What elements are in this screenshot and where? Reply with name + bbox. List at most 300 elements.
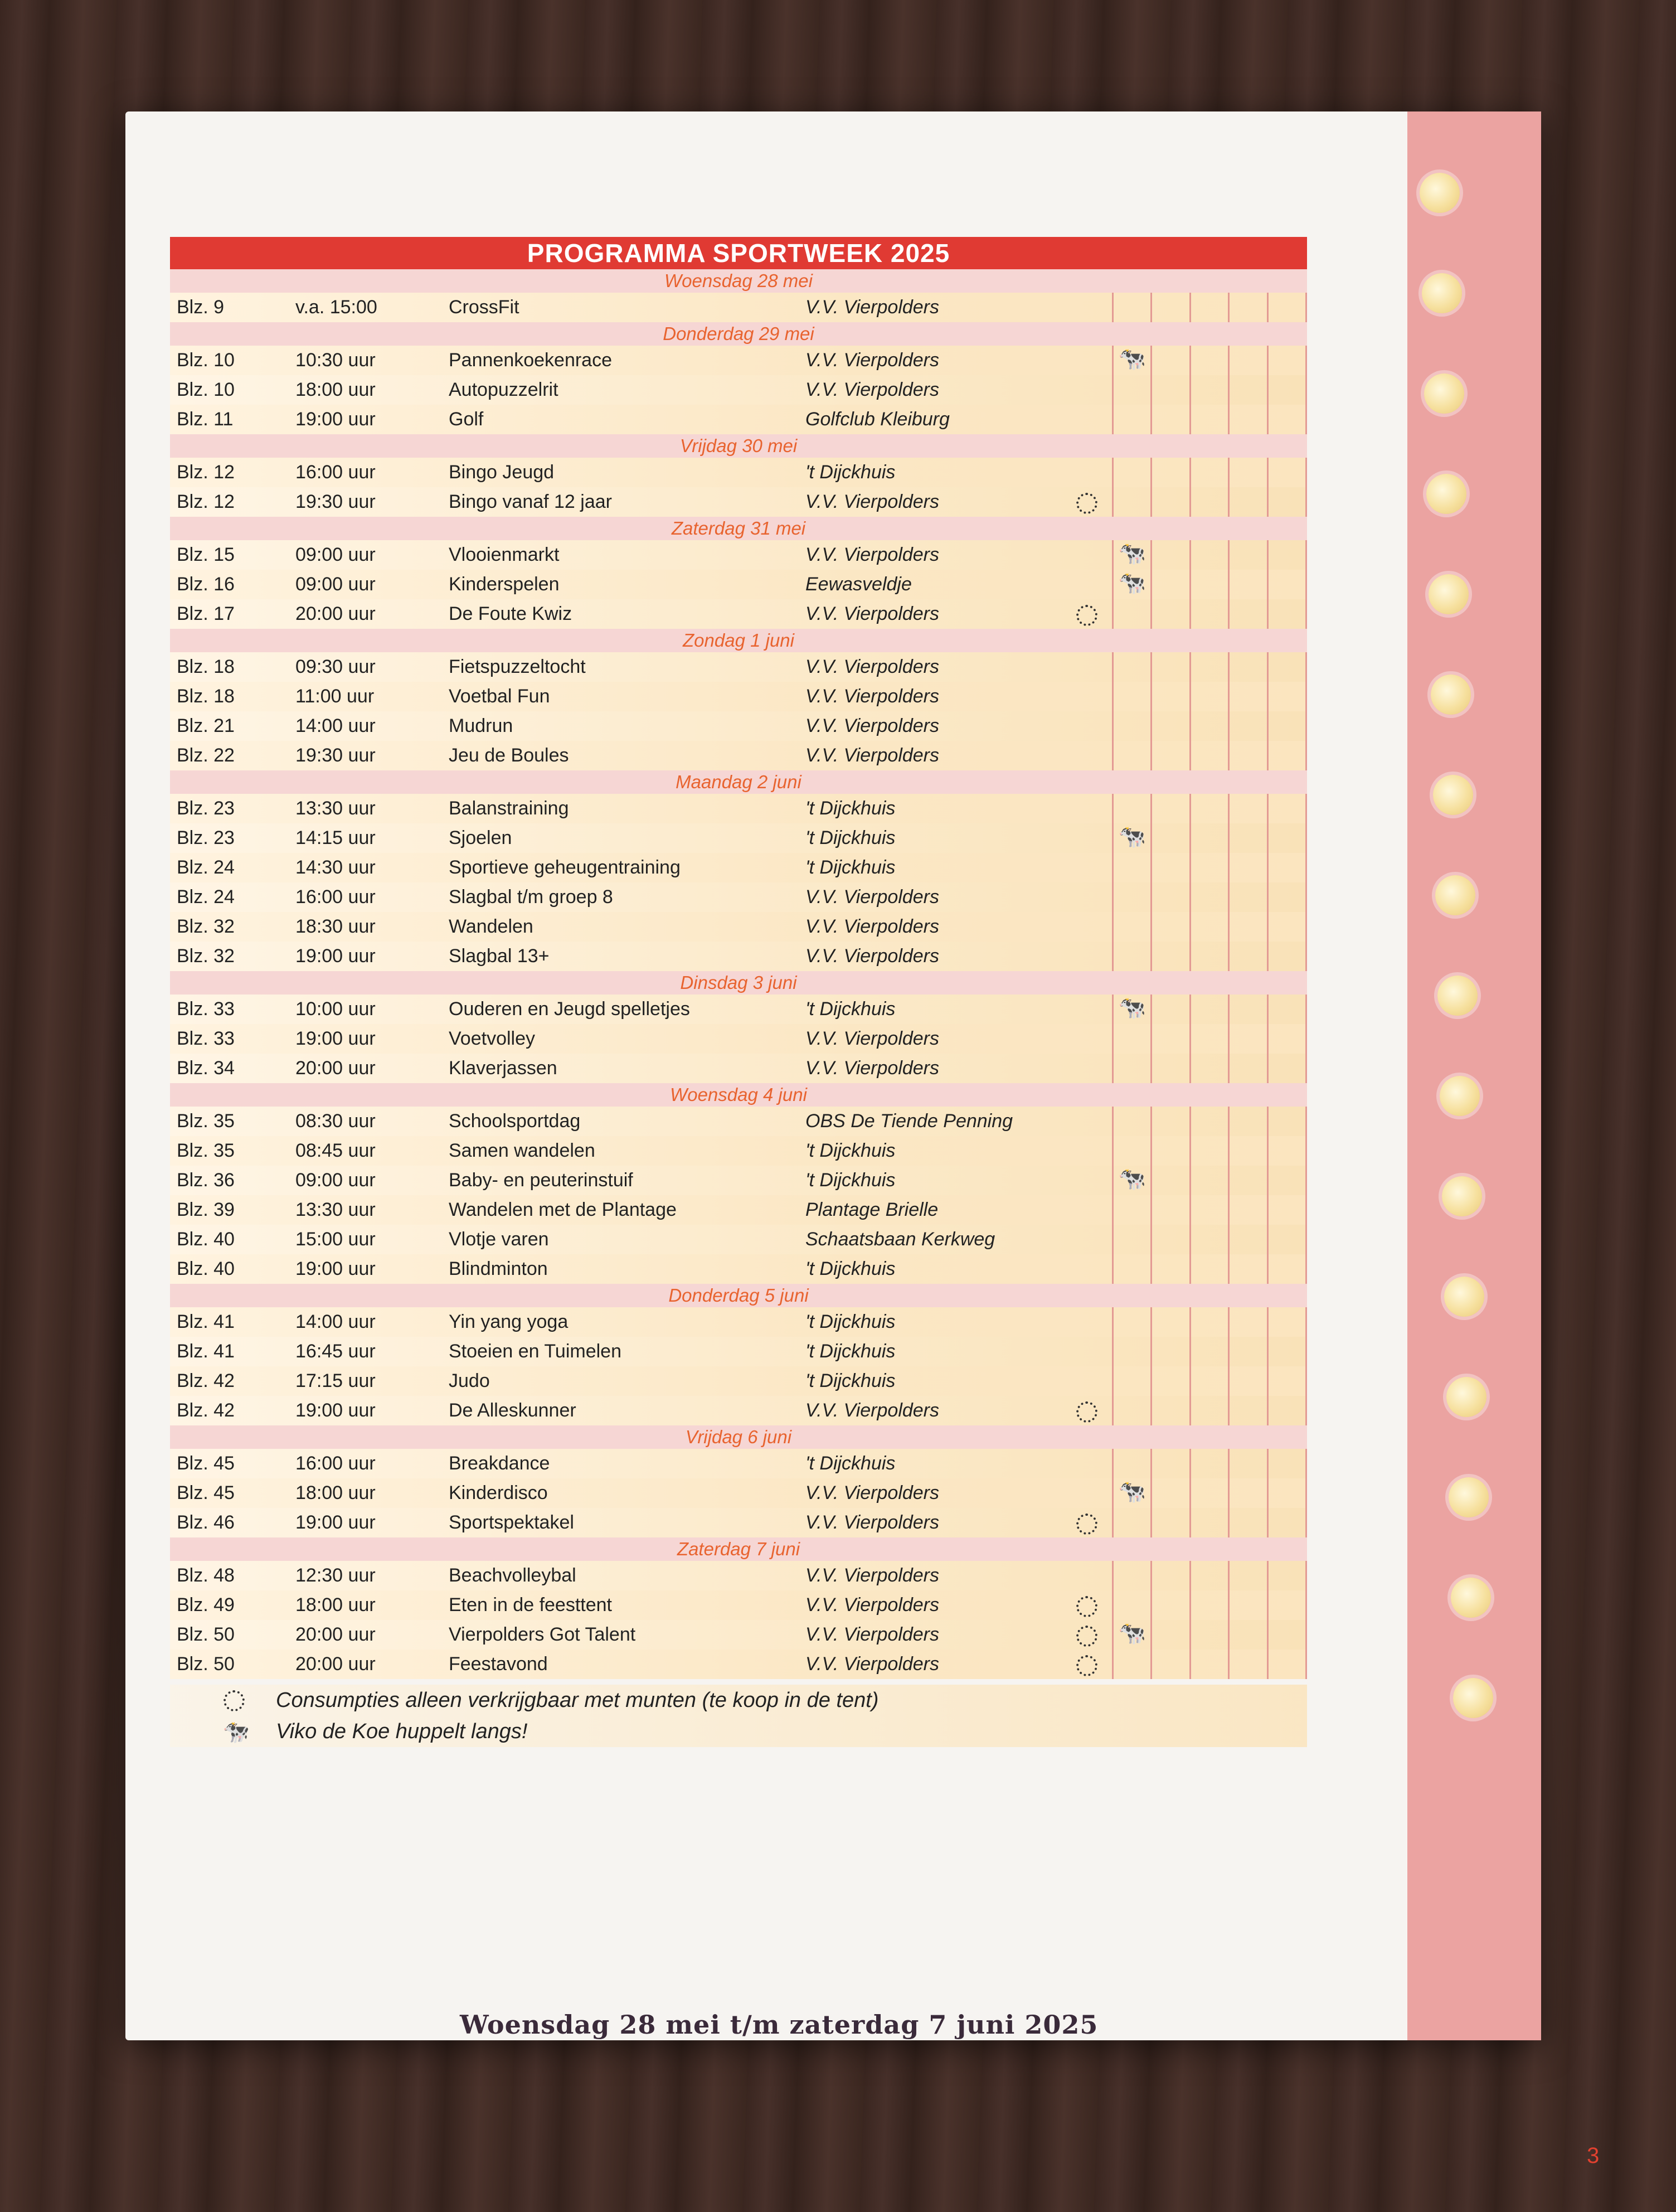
check-cell	[1267, 652, 1307, 682]
event-time: 19:00 uur	[295, 1512, 376, 1533]
page-ref: Blz. 45	[177, 1453, 235, 1474]
check-cell	[1189, 1396, 1228, 1425]
event-name: Samen wandelen	[449, 1140, 595, 1161]
event-time: 13:30 uur	[295, 1199, 376, 1220]
schedule-row	[170, 942, 1307, 971]
check-cell	[1150, 1107, 1189, 1136]
event-time: 08:45 uur	[295, 1140, 376, 1161]
check-cell	[1189, 1024, 1228, 1054]
event-time: 14:00 uur	[295, 1311, 376, 1332]
schedule-row	[170, 599, 1307, 629]
event-name: De Alleskunner	[449, 1400, 576, 1421]
check-columns	[1112, 1508, 1307, 1537]
event-time: 18:00 uur	[295, 1482, 376, 1503]
check-cell	[1189, 1195, 1228, 1225]
page-ref: Blz. 24	[177, 857, 235, 878]
event-location: 't Dijckhuis	[805, 1311, 896, 1332]
check-cell	[1267, 375, 1307, 405]
event-location: Plantage Brielle	[805, 1199, 939, 1220]
check-cell	[1189, 540, 1228, 570]
check-cell	[1228, 405, 1266, 434]
check-cell	[1228, 652, 1266, 682]
check-cell	[1189, 1366, 1228, 1396]
decorative-light-dot	[1433, 775, 1473, 815]
check-cell	[1112, 487, 1150, 517]
check-cell	[1189, 1307, 1228, 1337]
schedule-row	[170, 540, 1307, 570]
check-columns	[1112, 1054, 1307, 1083]
check-cell	[1267, 1054, 1307, 1083]
decorative-side-stripe	[1407, 111, 1541, 2040]
event-location: 't Dijckhuis	[805, 827, 896, 848]
decorative-light-dot	[1444, 1277, 1484, 1317]
check-cell	[1150, 942, 1189, 971]
check-columns	[1112, 711, 1307, 741]
cow-icon: 🐄	[1112, 1620, 1150, 1650]
check-cell	[1267, 741, 1307, 770]
page-ref: Blz. 18	[177, 656, 235, 677]
check-cell	[1267, 1337, 1307, 1366]
check-cell	[1267, 1449, 1307, 1478]
check-cell	[1150, 1449, 1189, 1478]
check-cell	[1150, 741, 1189, 770]
schedule-row	[170, 853, 1307, 882]
event-name: Ouderen en Jeugd spelletjes	[449, 998, 690, 1020]
check-cell	[1228, 1478, 1266, 1508]
check-cell	[1228, 375, 1266, 405]
icon-cell	[1062, 490, 1112, 513]
page-ref: Blz. 46	[177, 1512, 235, 1533]
schedule-row	[170, 1307, 1307, 1337]
event-location: V.V. Vierpolders	[805, 350, 940, 371]
event-time: 14:00 uur	[295, 715, 376, 736]
check-cell	[1150, 1337, 1189, 1366]
schedule-row	[170, 1337, 1307, 1366]
check-cell	[1112, 711, 1150, 741]
event-time: 11:00 uur	[295, 686, 375, 707]
check-cell	[1189, 1590, 1228, 1620]
check-cell	[1228, 1650, 1266, 1679]
check-cell	[1112, 853, 1150, 882]
cow-icon: 🐄	[1112, 995, 1150, 1024]
day-header: Zaterdag 7 juni	[170, 1537, 1307, 1561]
check-cell	[1150, 1650, 1189, 1679]
event-time: 20:00 uur	[295, 1058, 376, 1079]
check-cell	[1267, 1107, 1307, 1136]
check-columns	[1112, 1396, 1307, 1425]
event-location: V.V. Vierpolders	[805, 886, 940, 908]
check-cell	[1150, 1195, 1189, 1225]
event-time: 19:00 uur	[295, 409, 376, 430]
check-cell	[1228, 711, 1266, 741]
check-columns	[1112, 652, 1307, 682]
decorative-light-dot	[1420, 173, 1460, 213]
event-time: 15:00 uur	[295, 1229, 376, 1250]
check-columns	[1112, 1366, 1307, 1396]
event-location: V.V. Vierpolders	[805, 916, 940, 937]
event-name: Slagbal 13+	[449, 945, 550, 967]
page-ref: Blz. 32	[177, 916, 235, 937]
event-time: 18:00 uur	[295, 1594, 376, 1616]
event-location: Golfclub Kleiburg	[805, 409, 950, 430]
coin-icon	[1076, 1655, 1097, 1676]
decorative-light-dot	[1440, 1076, 1480, 1116]
check-columns	[1112, 375, 1307, 405]
check-cell	[1150, 995, 1189, 1024]
check-cell	[1189, 1650, 1228, 1679]
schedule-row	[170, 1166, 1307, 1195]
check-cell	[1112, 1650, 1150, 1679]
check-cell	[1150, 1307, 1189, 1337]
check-cell	[1189, 405, 1228, 434]
check-columns	[1112, 1561, 1307, 1590]
check-cell	[1267, 1650, 1307, 1679]
check-cell	[1112, 1449, 1150, 1478]
event-name: Golf	[449, 409, 484, 430]
event-location: V.V. Vierpolders	[805, 715, 940, 736]
brochure-page	[125, 111, 1600, 2168]
check-columns	[1112, 293, 1307, 322]
check-cell	[1267, 912, 1307, 942]
event-location: V.V. Vierpolders	[805, 656, 940, 677]
schedule-row	[170, 458, 1307, 487]
day-header: Woensdag 28 mei	[170, 269, 1307, 293]
check-cell	[1228, 293, 1266, 322]
schedule-body	[170, 269, 1307, 1679]
check-cell	[1267, 570, 1307, 599]
day-header: Maandag 2 juni	[170, 770, 1307, 794]
check-cell	[1150, 1508, 1189, 1537]
check-cell	[1189, 682, 1228, 711]
check-columns	[1112, 599, 1307, 629]
icon-cell	[1062, 1593, 1112, 1617]
event-name: Bingo Jeugd	[449, 462, 555, 483]
decorative-light-dot	[1453, 1678, 1493, 1718]
check-cell	[1267, 487, 1307, 517]
page-ref: Blz. 36	[177, 1170, 235, 1191]
event-location: 't Dijckhuis	[805, 1258, 896, 1279]
page-ref: Blz. 22	[177, 745, 235, 766]
legend-coin-text: Consumpties alleen verkrijgbaar met munten (te koop in de tent)	[276, 1688, 879, 1712]
schedule-row	[170, 1590, 1307, 1620]
check-cell	[1189, 375, 1228, 405]
event-time: v.a. 15:00	[295, 297, 377, 318]
check-cell	[1112, 599, 1150, 629]
event-location: V.V. Vierpolders	[805, 1482, 940, 1503]
check-cell	[1228, 942, 1266, 971]
check-cell	[1150, 1478, 1189, 1508]
event-time: 14:30 uur	[295, 857, 376, 878]
check-cell	[1150, 1396, 1189, 1425]
decorative-light-dot	[1446, 1377, 1486, 1417]
check-cell	[1228, 853, 1266, 882]
check-cell	[1112, 293, 1150, 322]
check-cell	[1267, 1396, 1307, 1425]
check-cell	[1112, 912, 1150, 942]
schedule-row	[170, 995, 1307, 1024]
decorative-light-dot	[1437, 976, 1478, 1016]
check-cell	[1150, 1561, 1189, 1590]
coin-icon	[1076, 605, 1097, 626]
check-cell	[1189, 1620, 1228, 1650]
page-ref: Blz. 40	[177, 1229, 235, 1250]
page-ref: Blz. 33	[177, 998, 235, 1020]
check-cell	[1267, 1561, 1307, 1590]
decorative-light-dot	[1429, 574, 1469, 614]
check-cell	[1112, 1225, 1150, 1254]
check-cell	[1189, 1107, 1228, 1136]
event-name: Schoolsportdag	[449, 1110, 581, 1132]
check-cell	[1112, 1337, 1150, 1366]
check-cell	[1189, 912, 1228, 942]
cow-icon: 🐄	[1112, 1166, 1150, 1195]
legend-cow	[192, 1716, 1307, 1747]
check-cell	[1112, 1307, 1150, 1337]
event-location: 't Dijckhuis	[805, 857, 896, 878]
schedule-row	[170, 1054, 1307, 1083]
schedule-row	[170, 1107, 1307, 1136]
check-cell	[1150, 1590, 1189, 1620]
cow-icon: 🐄	[1112, 540, 1150, 570]
check-columns	[1112, 1307, 1307, 1337]
event-time: 18:00 uur	[295, 379, 376, 400]
page-ref: Blz. 10	[177, 350, 235, 371]
event-time: 17:15 uur	[295, 1370, 376, 1391]
check-columns	[1112, 853, 1307, 882]
event-name: Vlooienmarkt	[449, 544, 560, 565]
schedule-row	[170, 741, 1307, 770]
check-columns	[1112, 346, 1307, 375]
schedule-row	[170, 487, 1307, 517]
schedule-row	[170, 823, 1307, 853]
schedule-row	[170, 1225, 1307, 1254]
page-ref: Blz. 34	[177, 1058, 235, 1079]
check-cell	[1267, 823, 1307, 853]
legend-cow-text: Viko de Koe huppelt langs!	[276, 1719, 528, 1743]
check-cell	[1267, 1590, 1307, 1620]
event-location: 't Dijckhuis	[805, 1453, 896, 1474]
check-columns	[1112, 912, 1307, 942]
check-cell	[1112, 741, 1150, 770]
event-name: Kinderspelen	[449, 574, 560, 595]
schedule-row	[170, 1024, 1307, 1054]
event-name: Sjoelen	[449, 827, 512, 848]
schedule-row	[170, 570, 1307, 599]
check-cell	[1112, 1254, 1150, 1284]
event-time: 20:00 uur	[295, 603, 376, 624]
event-location: V.V. Vierpolders	[805, 1565, 940, 1586]
event-location: V.V. Vierpolders	[805, 1400, 940, 1421]
cow-icon: 🐄	[1112, 823, 1150, 853]
check-cell	[1150, 405, 1189, 434]
check-cell	[1189, 1225, 1228, 1254]
check-columns	[1112, 1136, 1307, 1166]
check-cell	[1150, 1620, 1189, 1650]
event-time: 09:00 uur	[295, 1170, 376, 1191]
check-cell	[1189, 995, 1228, 1024]
check-cell	[1150, 599, 1189, 629]
check-cell	[1267, 1366, 1307, 1396]
event-time: 19:30 uur	[295, 745, 376, 766]
schedule-row	[170, 912, 1307, 942]
event-name: Bingo vanaf 12 jaar	[449, 491, 612, 512]
page-ref: Blz. 15	[177, 544, 235, 565]
event-location: V.V. Vierpolders	[805, 1624, 940, 1645]
check-cell	[1189, 599, 1228, 629]
event-location: V.V. Vierpolders	[805, 379, 940, 400]
check-columns	[1112, 995, 1307, 1024]
check-columns	[1112, 882, 1307, 912]
check-cell	[1150, 1254, 1189, 1284]
event-location: V.V. Vierpolders	[805, 745, 940, 766]
check-cell	[1228, 1195, 1266, 1225]
decorative-light-dot	[1426, 474, 1466, 514]
check-cell	[1228, 1054, 1266, 1083]
event-time: 19:00 uur	[295, 945, 376, 967]
check-cell	[1267, 599, 1307, 629]
event-location: V.V. Vierpolders	[805, 491, 940, 512]
check-cell	[1189, 1508, 1228, 1537]
schedule-row	[170, 346, 1307, 375]
cow-icon: 🐄	[1112, 346, 1150, 375]
event-time: 10:00 uur	[295, 998, 376, 1020]
check-cell	[1228, 1449, 1266, 1478]
check-cell	[1189, 711, 1228, 741]
event-name: Autopuzzelrit	[449, 379, 558, 400]
check-columns	[1112, 1107, 1307, 1136]
check-columns	[1112, 1478, 1307, 1508]
check-cell	[1112, 375, 1150, 405]
check-cell	[1150, 882, 1189, 912]
page-ref: Blz. 17	[177, 603, 235, 624]
footer-dates: Woensdag 28 mei t/m zaterdag 7 juni 2025	[460, 2010, 1099, 2040]
event-location: 't Dijckhuis	[805, 1170, 896, 1191]
check-columns	[1112, 1590, 1307, 1620]
check-cell	[1189, 1561, 1228, 1590]
check-columns	[1112, 458, 1307, 487]
event-location: V.V. Vierpolders	[805, 1058, 940, 1079]
event-location: Eewasveldje	[805, 574, 912, 595]
event-time: 10:30 uur	[295, 350, 376, 371]
page-ref: Blz. 32	[177, 945, 235, 967]
check-cell	[1267, 458, 1307, 487]
schedule-row	[170, 293, 1307, 322]
check-cell	[1228, 912, 1266, 942]
page-ref: Blz. 21	[177, 715, 235, 736]
schedule-row	[170, 1650, 1307, 1679]
cow-icon: 🐄	[220, 1719, 248, 1744]
page-ref: Blz. 39	[177, 1199, 235, 1220]
check-cell	[1189, 1478, 1228, 1508]
check-cell	[1112, 882, 1150, 912]
schedule-row	[170, 794, 1307, 823]
check-cell	[1228, 1107, 1266, 1136]
decorative-light-dot	[1442, 1176, 1482, 1216]
check-cell	[1228, 1366, 1266, 1396]
event-location: V.V. Vierpolders	[805, 686, 940, 707]
check-cell	[1189, 570, 1228, 599]
event-name: Stoeien en Tuimelen	[449, 1341, 621, 1362]
check-cell	[1189, 487, 1228, 517]
day-header: Zaterdag 31 mei	[170, 517, 1307, 540]
day-header: Donderdag 29 mei	[170, 322, 1307, 346]
event-name: Breakdance	[449, 1453, 550, 1474]
check-cell	[1112, 1508, 1150, 1537]
check-cell	[1112, 1054, 1150, 1083]
check-cell	[1189, 1054, 1228, 1083]
page-ref: Blz. 11	[177, 409, 234, 430]
event-location: V.V. Vierpolders	[805, 603, 940, 624]
day-header: Donderdag 5 juni	[170, 1284, 1307, 1307]
schedule-row	[170, 1396, 1307, 1425]
decorative-light-dot	[1424, 373, 1464, 414]
page-ref: Blz. 50	[177, 1653, 235, 1675]
event-name: Pannenkoekenrace	[449, 350, 613, 371]
event-time: 09:30 uur	[295, 656, 376, 677]
cow-icon: 🐄	[1112, 1478, 1150, 1508]
check-cell	[1228, 570, 1266, 599]
page-number: 3	[1587, 2143, 1600, 2168]
check-cell	[1228, 1307, 1266, 1337]
page-ref: Blz. 42	[177, 1400, 235, 1421]
page-ref: Blz. 16	[177, 574, 235, 595]
page-ref: Blz. 23	[177, 798, 235, 819]
check-cell	[1228, 346, 1266, 375]
check-cell	[1228, 741, 1266, 770]
schedule-row	[170, 1136, 1307, 1166]
event-time: 09:00 uur	[295, 544, 376, 565]
check-cell	[1267, 711, 1307, 741]
event-time: 13:30 uur	[295, 798, 376, 819]
event-time: 20:00 uur	[295, 1653, 376, 1675]
check-columns	[1112, 1254, 1307, 1284]
schedule-row	[170, 1620, 1307, 1650]
check-cell	[1150, 570, 1189, 599]
event-location: V.V. Vierpolders	[805, 1512, 940, 1533]
check-columns	[1112, 942, 1307, 971]
check-cell	[1189, 1136, 1228, 1166]
event-time: 18:30 uur	[295, 916, 376, 937]
decorative-light-dot	[1435, 875, 1475, 915]
page-ref: Blz. 12	[177, 462, 235, 483]
check-cell	[1150, 293, 1189, 322]
event-name: Sportspektakel	[449, 1512, 574, 1533]
check-cell	[1228, 1254, 1266, 1284]
check-cell	[1150, 458, 1189, 487]
check-cell	[1267, 1254, 1307, 1284]
check-columns	[1112, 794, 1307, 823]
check-cell	[1189, 293, 1228, 322]
check-cell	[1112, 405, 1150, 434]
check-cell	[1267, 405, 1307, 434]
page-ref: Blz. 41	[177, 1311, 235, 1332]
check-columns	[1112, 1166, 1307, 1195]
event-time: 16:00 uur	[295, 462, 376, 483]
page-ref: Blz. 23	[177, 827, 235, 848]
day-header: Dinsdag 3 juni	[170, 971, 1307, 995]
check-cell	[1189, 741, 1228, 770]
check-cell	[1267, 794, 1307, 823]
page-ref: Blz. 9	[177, 297, 225, 318]
check-cell	[1112, 1366, 1150, 1396]
event-location: V.V. Vierpolders	[805, 297, 940, 318]
check-cell	[1150, 794, 1189, 823]
coin-icon	[1076, 1626, 1097, 1647]
event-name: Kinderdisco	[449, 1482, 548, 1503]
icon-cell	[1062, 1511, 1112, 1534]
schedule-row	[170, 1508, 1307, 1537]
event-time: 09:00 uur	[295, 574, 376, 595]
